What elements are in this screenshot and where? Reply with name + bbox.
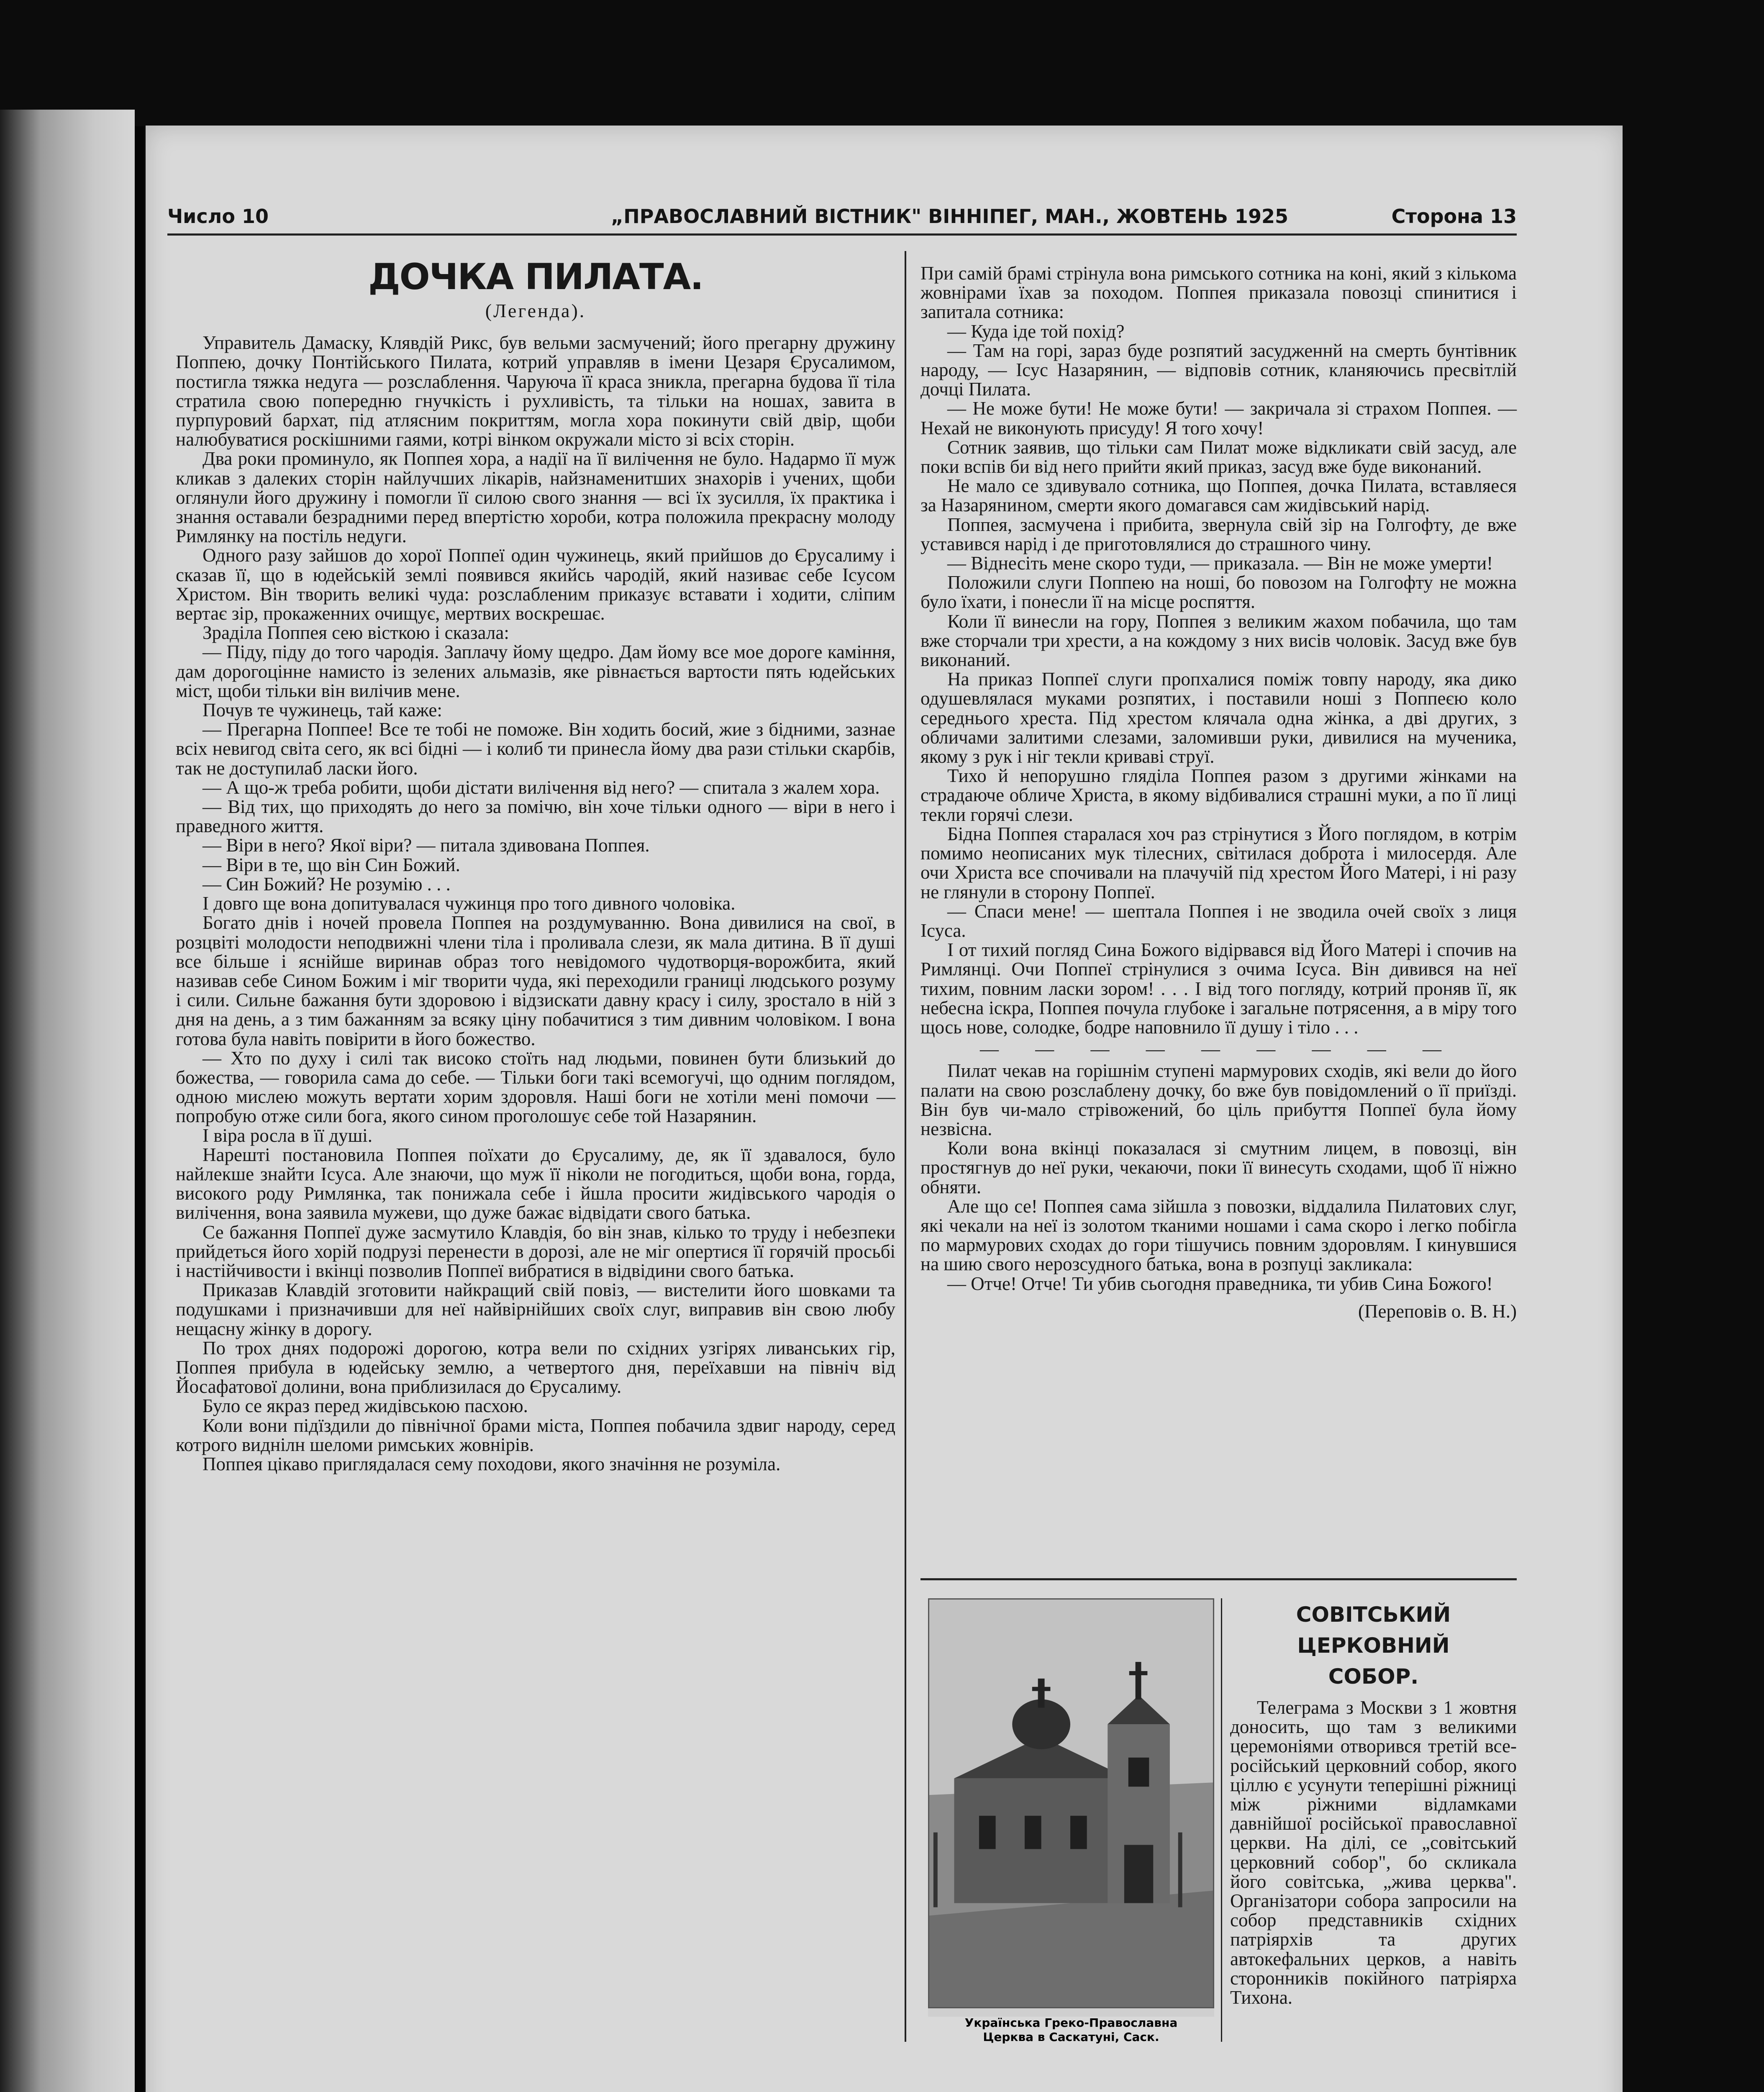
paragraph: І довго ще вона допитувалася чужинця про того дивного чоловіка. <box>203 893 736 914</box>
sidebar-article <box>1230 1599 1517 2007</box>
paragraph: — Віднесіть мене скоро туди, — приказала. — Він не може умерти! <box>947 553 1493 574</box>
masthead: „ПРАВОСЛАВНИЙ ВІСТНИК" ВІННІПЕГ, МАН., ЖОВТЕНЬ 1925 <box>611 205 1288 228</box>
paragraph: Зраділа Поппея сею вісткою і сказала: <box>203 622 509 643</box>
page-number: Сторона 13 <box>1391 205 1517 228</box>
paragraph: — Там на горі, зараз буде розпятий засудженнй на смерть бунтівник народу, — Ісус Назарянин, — відповів сотник, кланяючись пресвітлій дочці Пилата. <box>920 340 1517 400</box>
sidebar-heading-line-2: СОБОР. <box>1328 1664 1419 1689</box>
sidebar-top-rule <box>920 1578 1517 1580</box>
church-photo-block <box>928 1598 1214 2044</box>
paragraph: Не мало се здивувало сотника, що Поппея, дочка Пилата, вставляеся за Назарянином, смерти якого домагався сам жидівський нарід. <box>920 475 1517 516</box>
paragraph: Тихо й непорушно гляділа Поппея разом з другими жінками на страдаюче обличе Христа, в якому відбивалися страшні муки, а по її лиці текли горячі слези. <box>920 765 1517 825</box>
paragraph: — Син Божий? Не розумію . . . <box>203 873 451 895</box>
paragraph: Богато днів і ночей провела Поппея на роздумуванню. Вона дивилися на свої, в розцвіті молодости неподвижні члени тіла і проливала слези, як мала дитина. В її душі все більше і яснійше виринав образ того невідомого чудотворця-ворожбита, який називав себе Сином Божим і міг творити чуда, які переходили границі людського розуму і сили. Сильне бажання бути здоровою і відзискати давну красу і силу, зростало в ній з дня на день, а з тим бажанням за всяку ціну побачитися з тим дивним чоловіком. І вона готова була навіть повірити в його божество. <box>176 912 895 1049</box>
sidebar-body: Телеграма з Москви з 1 жовтня доносить, що там з великими церемоніями отворився третій все-російський церковний собор, якого ціллю є усунути теперішні ріжниці між ріжними відламками давнійшої російської православної церкви. На ділі, се „совітський церковний собор", бо скликала його совітська, „жива церква". Організатори собора запросили на собор представників східних патріярхів та других автокефальних церков, а навіть сторонників покійного патріярха Тихона. <box>1230 1697 1517 2008</box>
paragraph: І от тихий погляд Сина Божого відірвався від Його Матері і спочив на Римлянці. Очи Поппеї стрінулися з очима Ісуса. Він дивився на неї тихим, повним ласки зором! . . . І від того погляду, котрий проняв її, як небесна іскра, Поппея почула глубоке і загальне потрясення, а в міру того щось нове, солодке, бодре наповнило її душу і тіло . . . <box>920 939 1517 1038</box>
paragraph: На приказ Поппеї слуги пропхалися поміж товпу народу, яка дико одушевлялася муками розпятих, і поставили ноші з Поппеєю коло середнього хреста. Під хрестом клячала одна жінка, а дві других, з обличами залитими слезами, заломивши руки, дивилися на мученика, якому з рук і ніг текли криваві струї. <box>920 669 1517 767</box>
article-column-1 <box>176 256 895 1474</box>
paragraph: — Куда іде той похід? <box>947 320 1125 342</box>
article-col1-body <box>176 333 895 1474</box>
photo-caption <box>928 2016 1214 2044</box>
paragraph: — Піду, піду до того чародія. Заплачу йому щедро. Дам йому все мое дороге каміння, дам дорогоцінне намисто із зелених альмазів, яке рівнається вартости пять юдейських міст, щоби тільки він вилічив мене. <box>176 641 895 701</box>
article-col2-body <box>920 264 1517 1037</box>
paragraph: — Спаси мене! — шептала Поппея і не зводила очей своїх з лиця Ісуса. <box>920 900 1517 941</box>
paragraph: При самій брамі стрінула вона римського сотника на коні, який з кількома жовнірами їхав за походом. Поппея приказала повозці спинитися і запитала сотника: <box>920 263 1517 323</box>
issue-number: Число 10 <box>167 205 269 228</box>
paragraph: Поппея цікаво приглядалася сему походови, якого значіння не розуміла. <box>203 1453 781 1474</box>
paragraph: — Прегарна Поппее! Все те тобі не поможе. Він ходить босий, жие з бідними, зазнае всіх невигод світа сего, як всі бідні — і колиб ти принесла йому два рази стільки скарбів, так не доступилаб ласки його. <box>176 719 895 779</box>
paragraph: Положили слуги Поппею на ноші, бо повозом на Голгофту не можна було їхати, і понесли її на місце роспяття. <box>920 572 1517 613</box>
sidebar-heading-line-1: СОВІТСЬКИЙ ЦЕРКОВНИЙ <box>1296 1602 1451 1658</box>
article-subtitle: (Легенда). <box>485 300 586 321</box>
paragraph: Коли вона вкінці показалася зі смутним лицем, в повозці, він простягнув до неї руки, чекаючи, поки її винесуть сходами, щоб її ніжно обняти. <box>920 1138 1517 1197</box>
photo-caption-line-2: Церква в Саскатуні, Саск. <box>983 2030 1159 2044</box>
paragraph: — Не може бути! Не може бути! — закричала зі страхом Поппея. — Нехай не виконують присуду! Я того хочу! <box>920 398 1517 438</box>
paragraph: Приказав Клавдій зготовити найкращий свій повіз, — вистелити його шовками та подушками і призначивши для неї найвірнійших своїх слуг, виправив він свою любу нещасну жінку в дорогу. <box>176 1279 895 1339</box>
photo-caption-line-1: Українська Греко-Православна <box>964 2016 1178 2030</box>
paragraph: По трох днях подорожі дорогою, котра вели по східних узгірях ливанських гір, Поппея прибула в юдейську землю, а четвертого дня, переїхавши на північ від Йосафатової долини, вона приблизилася до Єрусалиму. <box>176 1337 895 1397</box>
paragraph: Два роки проминуло, як Поппея хора, а надії на її вилічення не було. Надармо її муж кликав з далеких сторін найлучших лікарів, найзнаменитших знахорів і учених, щоби оглянули його дружину і помогли її силою свого знання — всі їх зусилля, їх практика і знання оставали безрадними перед впертістю хороби, котра положила прекрасну молоду Римлянку на постіль недуги. <box>176 448 895 547</box>
paragraph: Сотник заявив, що тільки сам Пилат може відкликати свій засуд, але поки вспів би від него прийти який приказ, засуд вже буде виконаний. <box>920 436 1517 477</box>
header-rule <box>167 233 1517 236</box>
paragraph: Але що се! Поппея сама зійшла з повозки, віддалила Пилатових слуг, які чекали на неї із золотом тканими ношами і сама скоро і легко побігла по мармурових сходах до гори тішучись повним здоровлям. І кинувшися на шию свого нерозсудного батька, вона в розпуці закликала: <box>920 1195 1517 1275</box>
paragraph: — Отче! Отче! Ти убив сьогодня праведника, ти убив Сина Божого! <box>947 1273 1493 1294</box>
paragraph: Управитель Дамаску, Клявдій Рикс, був вельми засмучений; його прегарну дружину Поппею, дочку Понтійського Пилата, котрий управляв в імени Цезаря Єрусалимом, постигла тяжка недуга — розслаблення. Чаруюча її краса зникла, прегарна будова її тіла стратила свою попередню гнучкість і рухливість, та тільки на ношах, завита в пурпуровий бархат, під атлясним покриттям, могла хора покинути свій двір, щоби налюбуватися роскішними гаями, котрі вінком окружали місто зі всіх сторін. <box>176 332 895 450</box>
paragraph: Нарешті постановила Поппея поїхати до Єрусалиму, де, як її здавалося, було найлекше знайти Ісуса. Але знаючи, що муж її ніколи не погодиться, щоби вона, горда, високого роду Римлянка, так понижала себе і йшла просити жидівського чародія о вилічення, вона заявила мужеви, що дуже бажає відвідати свого батька. <box>176 1144 895 1223</box>
article-title: ДОЧКА ПИЛАТА. <box>368 256 703 298</box>
page-header <box>167 205 1517 231</box>
column-rule <box>905 251 906 2042</box>
adjacent-page-edge <box>0 110 135 2092</box>
paragraph: Коли її винесли на гору, Поппея з великим жахом побачила, що там вже сторчали три хрести, а на кождому з них висів чоловік. Засуд вже був виконаний. <box>920 610 1517 671</box>
church-photo <box>928 1598 1214 2008</box>
paragraph: — Хто по духу і силі так високо стоїть над людьми, повинен бути близький до божества, — говорила сама до себе. — Тільки боги такі всемогучі, що одним поглядом, одною мислею можуть вертати хорим здоровля. Наші боги не хотіли мені помочи — попробую отже сили бога, якого сином проголошує себе той Назарянин. <box>176 1047 895 1127</box>
paragraph: Пилат чекав на горішнім ступені мармурових сходів, які вели до його палати на свою розслаблену дочку, бо вже був повідомлений о її приїзді. Він був чи-мало стрівожений, бо ціль прибуття Поппеї була йому незвісна. <box>920 1060 1517 1139</box>
paragraph: Бідна Поппея старалася хоч раз стрінутися з Його поглядом, в котрім помимо неописаних мук тілесних, світилася доброта і милосердя. Але очи Христа все спочивали на плачучій під хрестом Його Матері, і ні разу не глянули в сторону Поппеї. <box>920 823 1517 902</box>
paragraph: Одного разу зайшов до хорої Поппеї один чужинець, який прийшов до Єрусалиму і сказав її, що в юдейській землі появився якийсь чародій, який називає себе Ісусом Христом. Він творить великі чуда: розслабленим приказує вставати і ходити, сліпим вертає зір, прокаженних очищує, мертвих воскрешає. <box>176 545 895 624</box>
paragraph: Се бажання Поппеї дуже засмутило Клавдія, бо він знав, кілько то труду і небезпеки прийдеться його хорій подрузі перенести в дорозі, але не міг опертися її горячій просьбі і настійчивости і вкінці позволив Поппеї вибратися в відвідини свого батька. <box>176 1221 895 1281</box>
page-gutter <box>135 126 144 2092</box>
paragraph: — А що-ж треба робити, щоби дістати вилічення від него? — спитала з жалем хора. <box>203 777 880 798</box>
article-col2-ending <box>920 1061 1517 1293</box>
paragraph: Коли вони підїздили до північної брами міста, Поппея побачила здвиг народу, серед котрого виднілн шеломи римських жовнірів. <box>176 1415 895 1455</box>
paragraph: — Віри в те, що він Син Божий. <box>203 854 460 875</box>
paragraph: Поппея, засмучена і прибита, звернула свій зір на Голгофту, де вже уставився нарід і де приготовлялися до страшного чину. <box>920 514 1517 554</box>
paragraph: — Віри в него? Якої віри? — питала здивована Поппея. <box>203 835 650 856</box>
section-break: — — — — — — — — — <box>980 1038 1457 1060</box>
article-column-2 <box>920 264 1517 1321</box>
article-signature: (Переповів о. В. Н.) <box>1358 1300 1517 1322</box>
sidebar-divider <box>1221 1598 1222 2042</box>
paragraph: — Від тих, що приходять до него за помічю, він хоче тільки одного — віри в него і праведного життя. <box>176 796 895 837</box>
paragraph: І віра росла в її душі. <box>203 1125 373 1146</box>
paragraph: Почув те чужинець, тай каже: <box>203 700 442 721</box>
paragraph: Було се якраз перед жидівською пасхою. <box>203 1395 528 1417</box>
